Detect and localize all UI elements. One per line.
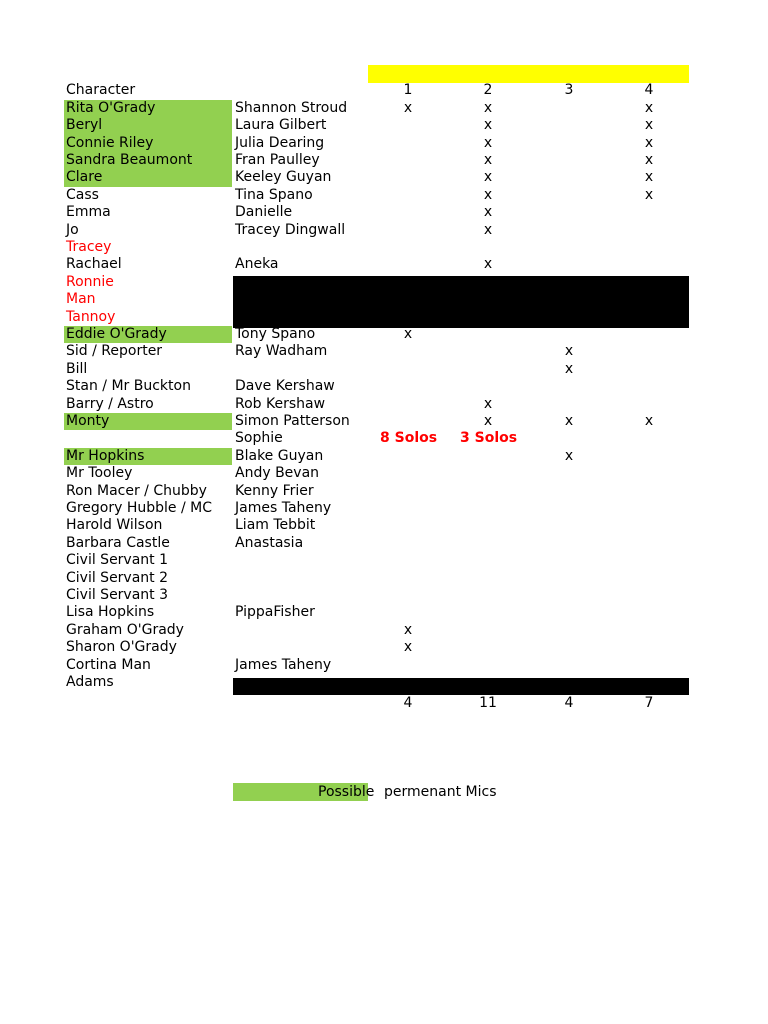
totals-row bbox=[0, 695, 768, 712]
character-cell: Cass bbox=[66, 186, 99, 203]
actor-cell: Andy Bevan bbox=[235, 465, 320, 482]
mic-mark-cell bbox=[559, 604, 579, 621]
mic-mark-cell bbox=[398, 657, 418, 674]
mic-mark-cell bbox=[478, 622, 498, 639]
mic-mark-cell: x bbox=[483, 221, 493, 238]
mic-mark-cell bbox=[478, 483, 498, 500]
mic-mark-cell: x bbox=[564, 360, 574, 377]
table-row bbox=[0, 657, 768, 674]
character-cell: Graham O'Grady bbox=[66, 621, 184, 638]
character-cell: Jo bbox=[66, 221, 79, 238]
mic-mark-cell bbox=[398, 361, 418, 378]
actor-cell: Rob Kershaw bbox=[235, 395, 326, 412]
total-cell: 7 bbox=[644, 695, 654, 711]
mic-mark-cell: x bbox=[483, 413, 493, 429]
actor-cell: Aneka bbox=[235, 256, 279, 273]
character-cell: Sid / Reporter bbox=[66, 343, 163, 360]
mic-mark-cell bbox=[559, 535, 579, 552]
mic-mark-cell bbox=[559, 430, 579, 447]
table-row bbox=[0, 274, 768, 291]
table-row bbox=[0, 570, 768, 587]
character-cell: Beryl bbox=[64, 117, 232, 134]
mic-mark-cell bbox=[559, 657, 579, 674]
mic-mark-cell: x bbox=[483, 256, 493, 273]
mic-mark-cell bbox=[559, 152, 579, 169]
mic-mark-cell bbox=[478, 465, 498, 482]
mic-mark-cell bbox=[478, 570, 498, 587]
mic-mark-cell bbox=[478, 587, 498, 604]
mic-mark-cell: x bbox=[483, 395, 493, 412]
table-row bbox=[0, 291, 768, 308]
mic-mark-cell: x bbox=[403, 326, 413, 342]
solos-note: 3 Solos bbox=[460, 430, 518, 447]
mic-mark-cell bbox=[639, 309, 659, 326]
table-row bbox=[0, 239, 768, 256]
mic-mark-cell bbox=[398, 152, 418, 169]
mic-mark-cell bbox=[559, 169, 579, 186]
mic-mark-cell: x bbox=[564, 447, 574, 464]
mic-mark-cell bbox=[559, 291, 579, 308]
mic-mark-cell: x bbox=[644, 117, 654, 134]
character-cell: Mr Hopkins bbox=[64, 448, 232, 465]
mic-mark-cell bbox=[559, 622, 579, 639]
actor-cell: Shannon Stroud bbox=[235, 99, 348, 116]
mic-mark-cell bbox=[559, 326, 579, 343]
mic-mark-cell bbox=[639, 361, 659, 378]
character-cell: Harold Wilson bbox=[66, 517, 163, 534]
character-cell: Civil Servant 2 bbox=[66, 569, 169, 586]
character-cell: Lisa Hopkins bbox=[66, 604, 155, 621]
mic-mark-cell bbox=[398, 222, 418, 239]
mic-mark-cell bbox=[398, 535, 418, 552]
actor-cell bbox=[235, 291, 365, 308]
mic-mark-cell bbox=[398, 378, 418, 395]
mic-mark-cell bbox=[398, 552, 418, 569]
mic-mark-cell bbox=[639, 256, 659, 273]
mic-mark-cell bbox=[478, 448, 498, 465]
mic-mark-cell: x bbox=[644, 134, 654, 151]
mic-mark-cell bbox=[398, 517, 418, 534]
mic-mark-cell: x bbox=[644, 99, 654, 116]
mic-mark-cell bbox=[398, 309, 418, 326]
mic-mark-cell: x bbox=[483, 169, 493, 186]
table-row bbox=[0, 587, 768, 604]
column-header: 1 bbox=[403, 82, 413, 99]
actor-cell: Dave Kershaw bbox=[235, 378, 335, 395]
actor-cell bbox=[235, 587, 365, 604]
mic-mark-cell bbox=[559, 117, 579, 134]
mic-mark-cell bbox=[559, 256, 579, 273]
character-cell: Sandra Beaumont bbox=[64, 152, 232, 169]
mic-mark-cell bbox=[639, 604, 659, 621]
table-row bbox=[0, 604, 768, 621]
mic-mark-cell bbox=[639, 535, 659, 552]
table-row bbox=[0, 326, 768, 343]
mic-mark-cell bbox=[398, 117, 418, 134]
actor-cell: Keeley Guyan bbox=[235, 169, 332, 186]
mic-mark-cell: x bbox=[403, 639, 413, 656]
mic-mark-cell bbox=[559, 274, 579, 291]
character-cell: Civil Servant 1 bbox=[66, 552, 169, 569]
mic-mark-cell bbox=[559, 187, 579, 204]
mic-mark-cell bbox=[398, 187, 418, 204]
total-cell: 4 bbox=[564, 695, 574, 711]
actor-cell: Tracey Dingwall bbox=[235, 221, 346, 238]
character-cell: Emma bbox=[66, 204, 111, 221]
mic-mark-cell bbox=[559, 587, 579, 604]
total-cell: 11 bbox=[479, 695, 497, 711]
mic-mark-cell bbox=[639, 552, 659, 569]
mic-mark-cell bbox=[639, 274, 659, 291]
mic-mark-cell bbox=[478, 639, 498, 656]
table-row bbox=[0, 500, 768, 517]
actor-cell bbox=[235, 361, 365, 378]
actor-cell: Sophie bbox=[235, 430, 283, 447]
mic-mark-cell bbox=[639, 343, 659, 360]
mic-mark-cell bbox=[478, 552, 498, 569]
actor-cell: Julia Dearing bbox=[235, 134, 325, 151]
mic-mark-cell bbox=[478, 309, 498, 326]
table-row bbox=[0, 552, 768, 569]
character-cell: Stan / Mr Buckton bbox=[66, 378, 191, 395]
character-cell: Man bbox=[66, 291, 96, 308]
character-cell: Tracey bbox=[66, 239, 112, 255]
mic-mark-cell bbox=[398, 674, 418, 691]
mic-mark-cell bbox=[398, 396, 418, 413]
actor-cell bbox=[235, 552, 365, 569]
mic-mark-cell: x bbox=[564, 413, 574, 429]
mic-mark-cell bbox=[639, 639, 659, 656]
mic-mark-cell bbox=[398, 465, 418, 482]
mic-mark-cell bbox=[398, 239, 418, 256]
mic-mark-cell bbox=[639, 239, 659, 256]
mic-mark-cell bbox=[478, 604, 498, 621]
actor-cell bbox=[235, 674, 365, 691]
mic-mark-cell bbox=[478, 500, 498, 517]
actor-cell: Laura Gilbert bbox=[235, 117, 327, 134]
mic-mark-cell: x bbox=[644, 169, 654, 186]
mic-mark-cell bbox=[639, 326, 659, 343]
legend-label-mics: permenant Mics bbox=[384, 784, 497, 800]
character-cell: Eddie O'Grady bbox=[64, 326, 232, 343]
mic-mark-cell bbox=[639, 222, 659, 239]
mic-mark-cell bbox=[559, 517, 579, 534]
table-row bbox=[0, 256, 768, 273]
character-cell: Barbara Castle bbox=[66, 534, 170, 551]
mic-mark-cell: x bbox=[403, 99, 413, 116]
mic-mark-cell bbox=[639, 430, 659, 447]
table-row bbox=[0, 483, 768, 500]
actor-cell: Simon Patterson bbox=[235, 413, 350, 429]
mic-mark-cell bbox=[559, 570, 579, 587]
column-header: 3 bbox=[564, 82, 574, 99]
actor-cell: Tina Spano bbox=[235, 186, 313, 203]
mic-mark-cell bbox=[559, 552, 579, 569]
mic-mark-cell bbox=[478, 535, 498, 552]
table-row bbox=[0, 187, 768, 204]
mic-mark-cell bbox=[478, 291, 498, 308]
mic-mark-cell bbox=[559, 500, 579, 517]
character-header: Character bbox=[66, 82, 136, 99]
actor-cell: Danielle bbox=[235, 204, 293, 221]
character-cell: Adams bbox=[66, 674, 114, 690]
table-row bbox=[0, 448, 768, 465]
mic-mark-cell bbox=[639, 622, 659, 639]
actor-cell bbox=[235, 570, 365, 587]
actor-cell bbox=[235, 622, 365, 639]
actor-cell: Liam Tebbit bbox=[235, 517, 316, 534]
character-cell: Bill bbox=[66, 360, 88, 377]
table-row bbox=[0, 413, 768, 430]
character-cell: Gregory Hubble / MC bbox=[66, 500, 213, 516]
character-cell: Barry / Astro bbox=[66, 395, 154, 412]
character-cell: Clare bbox=[64, 169, 232, 186]
character-cell: Rita O'Grady bbox=[64, 100, 232, 117]
actor-cell bbox=[235, 274, 365, 291]
mic-mark-cell bbox=[398, 587, 418, 604]
header-row bbox=[0, 82, 768, 99]
mic-mark-cell bbox=[398, 135, 418, 152]
mic-mark-cell bbox=[398, 604, 418, 621]
total-cell: 4 bbox=[403, 695, 413, 711]
mic-mark-cell: x bbox=[403, 621, 413, 638]
table-row bbox=[0, 430, 768, 447]
mic-mark-cell bbox=[639, 448, 659, 465]
character-cell: Connie Riley bbox=[64, 135, 232, 152]
mic-mark-cell bbox=[398, 169, 418, 186]
character-cell: Ronnie bbox=[66, 273, 114, 290]
mic-mark-cell bbox=[559, 222, 579, 239]
table-row bbox=[0, 517, 768, 534]
mic-mark-cell bbox=[478, 378, 498, 395]
mic-mark-cell: x bbox=[483, 152, 493, 168]
table-row bbox=[0, 222, 768, 239]
table-row bbox=[0, 396, 768, 413]
actor-cell: Anastasia bbox=[235, 534, 304, 551]
mic-mark-cell bbox=[559, 483, 579, 500]
character-cell: Monty bbox=[64, 413, 232, 430]
actor-cell: Kenny Frier bbox=[235, 482, 314, 499]
mic-mark-cell bbox=[639, 657, 659, 674]
character-cell: Rachael bbox=[66, 256, 122, 273]
actor-cell: Ray Wadham bbox=[235, 343, 328, 360]
table-row bbox=[0, 361, 768, 378]
mic-mark-cell bbox=[398, 256, 418, 273]
table-row bbox=[0, 117, 768, 134]
character-cell: Tannoy bbox=[66, 308, 116, 325]
table-row bbox=[0, 152, 768, 169]
mic-mark-cell bbox=[478, 517, 498, 534]
actor-cell: James Taheny bbox=[235, 656, 332, 673]
mic-mark-cell bbox=[478, 657, 498, 674]
mic-mark-cell bbox=[398, 274, 418, 291]
table-row bbox=[0, 204, 768, 221]
actor-cell: PippaFisher bbox=[235, 604, 315, 621]
mic-mark-cell bbox=[478, 674, 498, 691]
table-row bbox=[0, 465, 768, 482]
solos-note: 8 Solos bbox=[380, 430, 438, 447]
table-row bbox=[0, 135, 768, 152]
mic-mark-cell: x bbox=[483, 134, 493, 151]
mic-mark-cell bbox=[559, 674, 579, 691]
mic-mark-cell bbox=[639, 483, 659, 500]
table-row bbox=[0, 639, 768, 656]
character-cell: Mr Tooley bbox=[66, 465, 133, 482]
mic-mark-cell bbox=[478, 239, 498, 256]
mic-mark-cell bbox=[639, 587, 659, 604]
character-cell: Cortina Man bbox=[66, 656, 151, 673]
mic-mark-cell bbox=[559, 239, 579, 256]
mic-mark-cell bbox=[639, 517, 659, 534]
mic-mark-cell bbox=[398, 570, 418, 587]
mic-mark-cell bbox=[559, 396, 579, 413]
character-cell: Sharon O'Grady bbox=[66, 639, 177, 656]
mic-mark-cell bbox=[559, 135, 579, 152]
mic-mark-cell bbox=[398, 343, 418, 360]
actor-cell: James Taheny bbox=[235, 500, 332, 516]
header-highlight-bar bbox=[368, 65, 689, 83]
mic-mark-cell bbox=[398, 291, 418, 308]
table-row bbox=[0, 674, 768, 691]
table-row bbox=[0, 343, 768, 360]
mic-mark-cell bbox=[559, 465, 579, 482]
mic-mark-cell bbox=[639, 204, 659, 221]
mic-mark-cell bbox=[639, 291, 659, 308]
actor-cell bbox=[235, 239, 365, 256]
mic-mark-cell bbox=[639, 570, 659, 587]
mic-mark-cell bbox=[478, 361, 498, 378]
mic-mark-cell bbox=[398, 413, 418, 430]
actor-cell: Tony Spano bbox=[235, 326, 316, 342]
mic-mark-cell bbox=[478, 274, 498, 291]
mic-mark-cell: x bbox=[644, 152, 654, 168]
actor-cell: Fran Paulley bbox=[235, 152, 320, 168]
mic-mark-cell bbox=[398, 483, 418, 500]
mic-mark-cell bbox=[398, 204, 418, 221]
mic-mark-cell: x bbox=[483, 99, 493, 116]
mic-mark-cell: x bbox=[644, 186, 654, 203]
mic-mark-cell bbox=[639, 465, 659, 482]
mic-mark-cell bbox=[639, 500, 659, 517]
character-cell: Ron Macer / Chubby bbox=[66, 482, 207, 499]
mic-mark-cell bbox=[639, 378, 659, 395]
mic-mark-cell bbox=[559, 378, 579, 395]
mic-mark-cell bbox=[478, 343, 498, 360]
table-row bbox=[0, 622, 768, 639]
column-header: 4 bbox=[644, 82, 654, 99]
mic-mark-cell bbox=[559, 309, 579, 326]
mic-mark-cell: x bbox=[483, 186, 493, 203]
character-cell: Civil Servant 3 bbox=[66, 587, 169, 603]
actor-cell bbox=[235, 309, 365, 326]
mic-mark-cell: x bbox=[483, 204, 493, 221]
mic-mark-cell bbox=[398, 500, 418, 517]
column-header: 2 bbox=[483, 82, 493, 99]
table-row bbox=[0, 535, 768, 552]
mic-mark-cell bbox=[559, 100, 579, 117]
table-row bbox=[0, 100, 768, 117]
legend-label-possible: Possible bbox=[318, 784, 375, 800]
mic-mark-cell bbox=[398, 448, 418, 465]
mic-mark-cell bbox=[559, 639, 579, 656]
mic-mark-cell bbox=[639, 674, 659, 691]
table-row bbox=[0, 169, 768, 186]
actor-cell bbox=[235, 639, 365, 656]
mic-mark-cell: x bbox=[483, 117, 493, 134]
table-row bbox=[0, 378, 768, 395]
table-row bbox=[0, 309, 768, 326]
actor-cell: Blake Guyan bbox=[235, 447, 324, 464]
character-cell bbox=[64, 430, 232, 447]
mic-mark-cell bbox=[559, 204, 579, 221]
mic-mark-cell: x bbox=[564, 343, 574, 360]
mic-mark-cell: x bbox=[644, 413, 654, 429]
mic-mark-cell bbox=[478, 326, 498, 343]
mic-mark-cell bbox=[639, 396, 659, 413]
